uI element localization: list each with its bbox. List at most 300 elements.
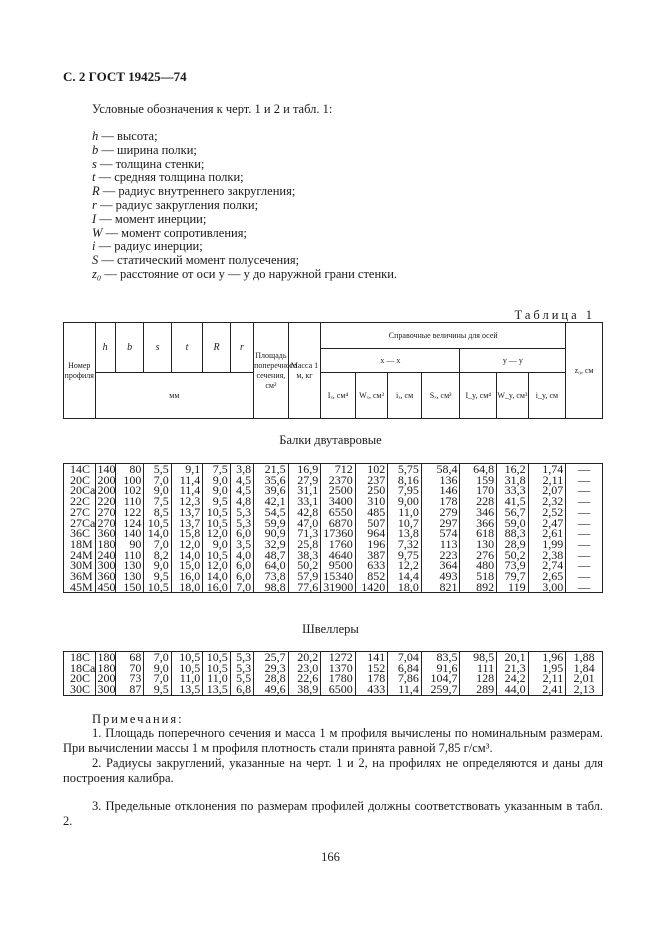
table-cell: 9,0 [203,475,230,486]
table-cell: 2,07 [528,485,566,496]
table-cell: 12,3 [171,496,203,507]
table-cell: 27,9 [288,475,321,486]
col-mm: мм [95,373,254,419]
table-cell: 964 [355,528,388,539]
table-cell: 130 [115,560,143,571]
table-cell: 9,75 [388,550,422,561]
table-cell: 310 [355,496,388,507]
table-cell: 128 [460,673,497,684]
table-cell: 1370 [321,663,356,674]
table-cell: 9,0 [203,539,230,550]
beams-section-title: Балки двутавровые [279,433,382,447]
table-cell: 6500 [321,684,356,695]
table-cell: 220 [95,496,115,507]
table-cell: 507 [355,518,388,529]
table-cell: 9,0 [144,485,171,496]
table-cell: 1760 [321,539,356,550]
table-cell: 178 [421,496,460,507]
table-cell: 852 [355,571,388,582]
beams-table [63,463,603,593]
table-cell: 480 [460,560,497,571]
table-cell: 518 [460,571,497,582]
table-cell: 33,1 [288,496,321,507]
table-cell: 11,4 [388,684,422,695]
table-cell: 20Са [64,485,96,496]
table-cell: 70 [115,663,143,674]
table-cell: 9,5 [144,684,171,695]
table-cell: 90 [115,539,143,550]
legend-list [92,129,397,281]
table-cell: 7,0 [144,475,171,486]
table-cell: 146 [421,485,460,496]
table-cell: 618 [460,528,497,539]
table-cell: 5,5 [230,673,253,684]
table-cell: 3,00 [528,582,566,593]
table-cell: 200 [95,485,115,496]
table-cell: — [566,475,603,486]
table-cell: 10,5 [144,518,171,529]
legend-item: t — средняя толщина полки; [92,170,244,185]
table-cell: 41,5 [497,496,529,507]
legend-item: W — момент сопротивления; [92,225,247,240]
table-cell: 10,5 [203,507,230,518]
table-cell: 270 [95,507,115,518]
table-cell: 2,11 [528,475,566,486]
table-cell: 68 [115,652,143,663]
table-caption: Таблица 1 [514,308,595,322]
table-cell: 228 [460,496,497,507]
table-cell: 80 [115,464,143,475]
table-cell: 364 [421,560,460,571]
table-cell: — [566,528,603,539]
table-cell: 450 [95,582,115,593]
table-cell: 2,01 [566,673,603,684]
table-cell: 5,5 [144,464,171,475]
col-Wy: W_y, см³ [497,373,529,419]
table-cell: 4,5 [230,485,253,496]
table-cell: — [566,539,603,550]
col-reference: Справочные величины для осей [321,323,566,349]
table-cell: 102 [355,464,388,475]
table-cell: 28,9 [497,539,529,550]
table-cell: 1,88 [566,652,603,663]
table-cell: 49,6 [254,684,289,695]
table-cell: — [566,464,603,475]
table-cell: 13,8 [388,528,422,539]
table-cell: 20С [64,475,96,486]
table-cell: 9,5 [144,571,171,582]
table-cell: 1,99 [528,539,566,550]
table-cell: 29,3 [254,663,289,674]
table-cell: 54,5 [254,507,289,518]
col-ix: iₓ, см [388,373,422,419]
table-cell: 633 [355,560,388,571]
table-cell: 9,00 [388,496,422,507]
table-cell: 10,5 [171,663,203,674]
table-cell: 1,95 [528,663,566,674]
table-cell: 98,8 [254,582,289,593]
table-cell: 91,6 [421,663,460,674]
table-cell: 7,0 [144,652,171,663]
table-cell: 11,0 [203,673,230,684]
table-cell: 47,0 [288,518,321,529]
table-cell: 36С [64,528,96,539]
table-cell: 27С [64,507,96,518]
table-cell: 2,11 [528,673,566,684]
legend-item: z₀ — расстояние от оси y — y до наружной грани стенки. [92,266,398,281]
table-cell: 7,86 [388,673,422,684]
table-cell: 31,1 [288,485,321,496]
note-1: 1. Площадь поперечного сечения и масса 1 м профиля вычислены по номинальным размерам. При вычислении массы 1 м профиля плотность стали принята равной 7,85 г/см³. [63,726,603,755]
table-cell: — [566,485,603,496]
table-cell: 1,96 [528,652,566,663]
table-cell: 7,5 [203,464,230,475]
table-cell: 6870 [321,518,356,529]
col-profile-number: Номер профиля [64,323,96,419]
table-cell: 12,0 [171,539,203,550]
table-cell: 200 [95,673,115,684]
table-cell: 14,4 [388,571,422,582]
table-cell: 9,1 [171,464,203,475]
page-number: 166 [321,850,340,864]
col-area: Площадь поперечного сечения, см² [254,323,289,419]
table-cell: — [566,560,603,571]
table-cell: 7,95 [388,485,422,496]
table-cell: 6,0 [230,571,253,582]
table-cell: 7,32 [388,539,422,550]
table-cell: 18,0 [171,582,203,593]
table-cell: 7,0 [144,673,171,684]
note-3: 3. Предельные отклонения по размерам профилей должны соответствовать указанным в табл. 2. [63,799,603,828]
table-cell: 59,9 [254,518,289,529]
col-mass: Масса 1 м, кг [288,323,321,419]
table-cell: 712 [321,464,356,475]
table-cell: 88,3 [497,528,529,539]
table-cell: 259,7 [421,684,460,695]
channels-table [63,651,603,696]
table-cell: 16,0 [171,571,203,582]
table-cell: 9,5 [203,496,230,507]
table-cell: 16,0 [203,582,230,593]
table-cell: 73 [115,673,143,684]
table-cell: 2,38 [528,550,566,561]
table-cell: 11,0 [171,673,203,684]
table-cell: 98,5 [460,652,497,663]
table-cell: 24,2 [497,673,529,684]
table-cell: 20,2 [288,652,321,663]
table-cell: 39,6 [254,485,289,496]
table-cell: — [566,507,603,518]
table-cell: 12,0 [203,528,230,539]
table-cell: 11,4 [171,485,203,496]
table-cell: 1780 [321,673,356,684]
table-cell: 2500 [321,485,356,496]
table-cell: 79,7 [497,571,529,582]
table-cell: — [566,582,603,593]
table-cell: 11,0 [388,507,422,518]
table-cell: 14С [64,464,96,475]
table-cell: 111 [460,663,497,674]
table-cell: 366 [460,518,497,529]
table-cell: 3,5 [230,539,253,550]
table-cell: 73,8 [254,571,289,582]
table-cell: 180 [95,663,115,674]
table-cell: 22,6 [288,673,321,684]
table-cell: 5,75 [388,464,422,475]
col-Ix: Iₓ, см⁴ [321,373,356,419]
table-cell: 24М [64,550,96,561]
table-cell: 119 [497,582,529,593]
table-cell: 4,8 [230,496,253,507]
table-cell: 58,4 [421,464,460,475]
table-cell: 5,3 [230,652,253,663]
table-cell: 87 [115,684,143,695]
table-cell: 31,8 [497,475,529,486]
table-cell: 2,41 [528,684,566,695]
table-cell: 10,5 [203,663,230,674]
legend-item: r — радиус закругления полки; [92,197,259,212]
table-cell: 42,8 [288,507,321,518]
table-cell: 13,7 [171,518,203,529]
table-cell: 56,7 [497,507,529,518]
table-cell: 10,5 [171,652,203,663]
table-cell: 159 [460,475,497,486]
table-cell: 10,5 [203,518,230,529]
table-cell: 4640 [321,550,356,561]
table-cell: 10,7 [388,518,422,529]
table-cell: 2,52 [528,507,566,518]
table-cell: 25,7 [254,652,289,663]
table-cell: 360 [95,528,115,539]
table-cell: 9,0 [144,560,171,571]
table-cell: 83,5 [421,652,460,663]
table-cell: 2,47 [528,518,566,529]
table-cell: 22С [64,496,96,507]
table-cell: 59,0 [497,518,529,529]
table-cell: 13,5 [203,684,230,695]
table-cell: 140 [115,528,143,539]
table-cell: 3,8 [230,464,253,475]
table-cell: 20С [64,673,96,684]
table-cell: 7,04 [388,652,422,663]
table-cell: 433 [355,684,388,695]
table-cell: 12,0 [203,560,230,571]
table-cell: 14,0 [203,571,230,582]
table-cell: 223 [421,550,460,561]
table-cell: 10,5 [203,652,230,663]
table-cell: 1272 [321,652,356,663]
table-cell: 2,74 [528,560,566,571]
table-cell: 100 [115,475,143,486]
page-header: С. 2 ГОСТ 19425—74 [63,69,187,84]
col-z0: z₀, см [566,323,603,419]
table-cell: 276 [460,550,497,561]
table-header [63,322,603,419]
note-2: 2. Радиусы закруглений, указанные на черт. 1 и 2, на профилях не определяются и даны для построения калибра. [63,756,603,785]
table-cell: 9,0 [203,485,230,496]
table-cell: 14,0 [171,550,203,561]
table-cell: 279 [421,507,460,518]
table-cell: 73,9 [497,560,529,571]
legend-item: i — радиус инерции; [92,239,203,254]
table-cell: 110 [115,496,143,507]
table-cell: 104,7 [421,673,460,684]
table-cell: 141 [355,652,388,663]
table-cell: 10,5 [203,550,230,561]
table-cell: 360 [95,571,115,582]
table-cell: 892 [460,582,497,593]
table-cell: 3400 [321,496,356,507]
col-t: t [171,323,203,373]
col-r: r [230,323,253,373]
table-cell: 15,8 [171,528,203,539]
table-cell: 130 [115,571,143,582]
legend-item: R — радиус внутреннего закругления; [92,184,296,199]
table-cell: 18,0 [388,582,422,593]
table-cell: 50,2 [288,560,321,571]
table-cell: 6550 [321,507,356,518]
table-cell: 9,0 [144,663,171,674]
table-cell: 1,84 [566,663,603,674]
table-cell: 346 [460,507,497,518]
table-cell: 113 [421,539,460,550]
legend-intro: Условные обозначения к черт. 1 и 2 и табл. 1: [92,102,333,116]
table-cell: 2,61 [528,528,566,539]
table-cell: 150 [115,582,143,593]
table-cell: 7,0 [144,539,171,550]
table-cell: 2,32 [528,496,566,507]
legend-item: I — момент инерции; [92,211,207,226]
table-cell: 136 [421,475,460,486]
col-R: R [203,323,230,373]
table-cell: 18Са [64,663,96,674]
table-cell: 71,3 [288,528,321,539]
legend-item: s — толщина стенки; [92,156,205,171]
table-cell: 5,3 [230,663,253,674]
table-cell: 196 [355,539,388,550]
table-cell: 15340 [321,571,356,582]
col-axis-x: x — x [321,349,460,373]
table-cell: 122 [115,507,143,518]
table-cell: 44,0 [497,684,529,695]
table-cell: 13,7 [171,507,203,518]
table-cell: 110 [115,550,143,561]
table-cell: 8,2 [144,550,171,561]
col-Sx: Sₓ, см³ [421,373,460,419]
table-cell: 14,0 [144,528,171,539]
table-cell: 27Са [64,518,96,529]
table-cell: 5,3 [230,518,253,529]
table-cell: — [566,496,603,507]
table-cell: 28,8 [254,673,289,684]
table-cell: 124 [115,518,143,529]
table-cell: 1,74 [528,464,566,475]
legend-item: S — статический момент полусечения; [92,253,300,268]
table-cell: 6,0 [230,528,253,539]
table-cell: 64,0 [254,560,289,571]
table-cell: 7,5 [144,496,171,507]
table-cell: 297 [421,518,460,529]
col-Iy: I_y, см⁴ [460,373,497,419]
table-cell: 38,3 [288,550,321,561]
table-cell: 152 [355,663,388,674]
table-cell: 38,9 [288,684,321,695]
table-cell: 6,8 [230,684,253,695]
table-cell: 42,1 [254,496,289,507]
table-cell: 2370 [321,475,356,486]
table-cell: 30М [64,560,96,571]
table-cell: 493 [421,571,460,582]
table-cell: 5,3 [230,507,253,518]
table-cell: 180 [95,652,115,663]
table-cell: 200 [95,475,115,486]
table-cell: 130 [460,539,497,550]
table-cell: 35,6 [254,475,289,486]
table-cell: 237 [355,475,388,486]
table-cell: 6,0 [230,560,253,571]
table-cell: 64,8 [460,464,497,475]
table-cell: — [566,550,603,561]
table-cell: 240 [95,550,115,561]
table-cell: 10,5 [144,582,171,593]
notes-title: Примечания: [92,712,184,726]
col-b: b [115,323,143,373]
table-cell: 18С [64,652,96,663]
table-cell: 12,2 [388,560,422,571]
table-cell: 11,4 [171,475,203,486]
table-cell: 48,7 [254,550,289,561]
table-cell: 1420 [355,582,388,593]
table-cell: 36М [64,571,96,582]
table-cell: 45М [64,582,96,593]
col-Wx: Wₓ, см³ [355,373,388,419]
table-cell: 270 [95,518,115,529]
table-cell: 289 [460,684,497,695]
table-cell: 77,6 [288,582,321,593]
table-cell: 6,84 [388,663,422,674]
table-cell: 15,0 [171,560,203,571]
table-cell: 4,5 [230,475,253,486]
table-cell: 2,13 [566,684,603,695]
table-cell: 13,5 [171,684,203,695]
table-cell: 7,0 [230,582,253,593]
col-h: h [95,323,115,373]
table-cell: 30С [64,684,96,695]
channels-section-title: Швеллеры [302,622,359,636]
table-cell: 21,5 [254,464,289,475]
table-cell: 33,3 [497,485,529,496]
col-axis-y: y — y [460,349,566,373]
table-cell: 17360 [321,528,356,539]
table-cell: 2,65 [528,571,566,582]
table-cell: 180 [95,539,115,550]
table-cell: 8,16 [388,475,422,486]
table-cell: 57,9 [288,571,321,582]
table-cell: 18М [64,539,96,550]
table-cell: 821 [421,582,460,593]
table-row [64,684,603,695]
table-cell: 170 [460,485,497,496]
table-cell: 300 [95,560,115,571]
table-cell: 16,2 [497,464,529,475]
table-cell: 387 [355,550,388,561]
table-cell: 20,1 [497,652,529,663]
table-cell: — [566,518,603,529]
col-iy: i_y, см [528,373,566,419]
table-cell: 90,9 [254,528,289,539]
table-cell: 31900 [321,582,356,593]
table-cell: 4,0 [230,550,253,561]
